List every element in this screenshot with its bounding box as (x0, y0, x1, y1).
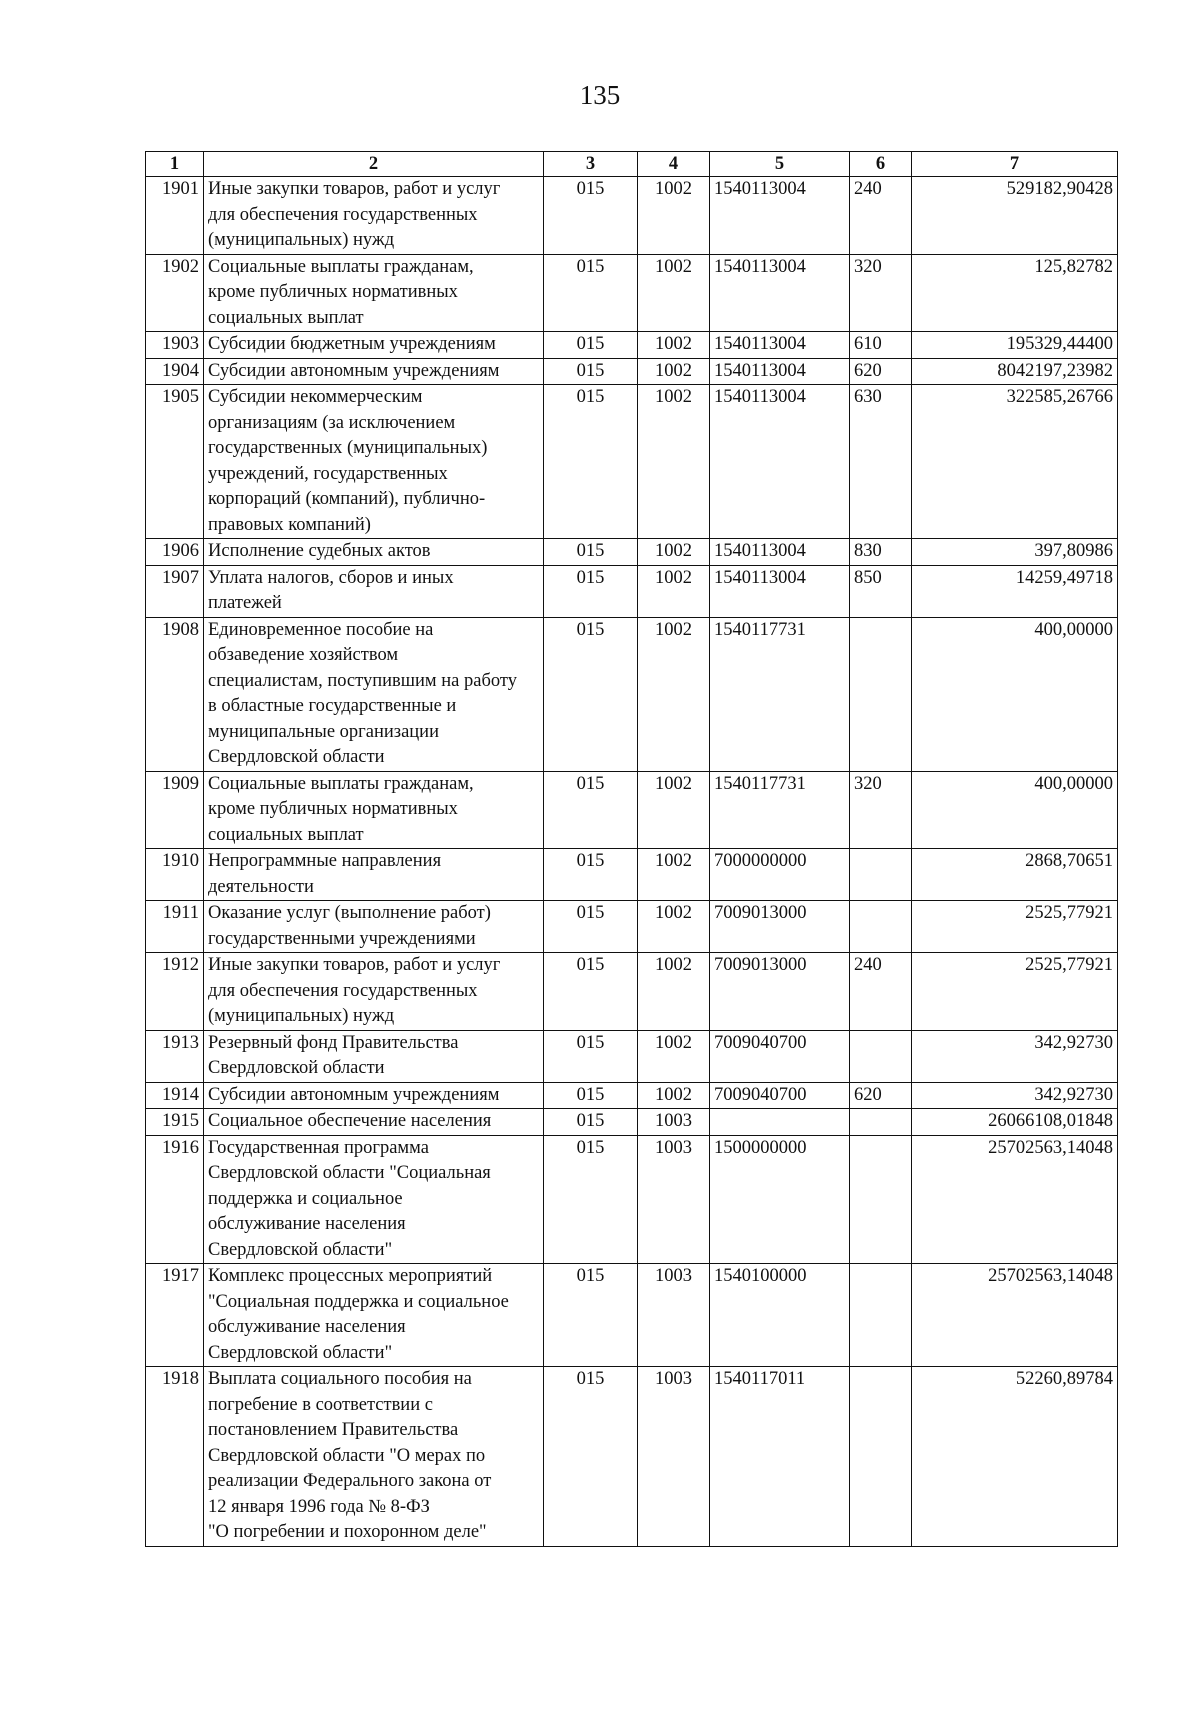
table-row (146, 539, 1118, 566)
description-line: Субсидии автономным учреждениям (208, 1084, 500, 1105)
expense-type-code: 830 (850, 539, 912, 566)
row-description (204, 617, 544, 771)
table-row (146, 332, 1118, 359)
table-row (146, 565, 1118, 617)
row-number: 1915 (146, 1109, 204, 1136)
target-article-code: 1540117011 (710, 1367, 850, 1547)
amount-value: 125,82782 (912, 254, 1118, 332)
row-number: 1911 (146, 901, 204, 953)
target-article-code: 1540113004 (710, 565, 850, 617)
ministry-code: 015 (544, 617, 638, 771)
expense-type-code (850, 1109, 912, 1136)
target-article-code: 7009040700 (710, 1030, 850, 1082)
description-line: Свердловской области "Социальная (208, 1163, 491, 1183)
description-line: Государственная программа (208, 1137, 429, 1158)
row-description (204, 332, 544, 359)
ministry-code: 015 (544, 385, 638, 539)
expense-type-code (850, 617, 912, 771)
ministry-code: 015 (544, 1135, 638, 1264)
expense-type-code: 320 (850, 254, 912, 332)
amount-value: 14259,49718 (912, 565, 1118, 617)
table-row (146, 617, 1118, 771)
row-description (204, 953, 544, 1031)
table-row (146, 1367, 1118, 1547)
section-code: 1002 (638, 849, 710, 901)
target-article-code: 1540113004 (710, 254, 850, 332)
description-line: социальных выплат (208, 307, 364, 328)
description-line: Свердловской области" (208, 1342, 393, 1363)
amount-value: 400,00000 (912, 771, 1118, 849)
table-row (146, 901, 1118, 953)
ministry-code: 015 (544, 177, 638, 255)
description-line: в областные государственные и (208, 696, 457, 716)
table-row (146, 177, 1118, 255)
description-line: муниципальные организации (208, 721, 439, 742)
amount-value: 2525,77921 (912, 953, 1118, 1031)
expense-type-code: 240 (850, 953, 912, 1031)
row-description (204, 539, 544, 566)
description-line: Комплекс процессных мероприятий (208, 1266, 493, 1286)
description-line: государственных (муниципальных) (208, 438, 488, 458)
section-code: 1002 (638, 617, 710, 771)
row-description (204, 1109, 544, 1136)
budget-table (145, 151, 1118, 1547)
row-description (204, 1264, 544, 1367)
row-number: 1904 (146, 358, 204, 385)
description-line: Уплата налогов, сборов и иных (208, 567, 454, 588)
section-code: 1002 (638, 385, 710, 539)
row-number: 1905 (146, 385, 204, 539)
section-code: 1003 (638, 1135, 710, 1264)
row-number: 1910 (146, 849, 204, 901)
description-line: Выплата социального пособия на (208, 1369, 472, 1389)
description-line: (муниципальных) нужд (208, 230, 395, 250)
description-line: Социальные выплаты гражданам, (208, 773, 474, 794)
target-article-code: 1540117731 (710, 617, 850, 771)
target-article-code: 1540113004 (710, 539, 850, 566)
description-line: Субсидии бюджетным учреждениям (208, 334, 496, 354)
row-number: 1903 (146, 332, 204, 359)
ministry-code: 015 (544, 849, 638, 901)
row-number: 1913 (146, 1030, 204, 1082)
description-line: Субсидии автономным учреждениям (208, 360, 500, 381)
description-line: Оказание услуг (выполнение работ) (208, 903, 491, 923)
amount-value: 26066108,01848 (912, 1109, 1118, 1136)
amount-value: 342,92730 (912, 1030, 1118, 1082)
ministry-code: 015 (544, 953, 638, 1031)
table-body (146, 177, 1118, 1547)
row-number: 1902 (146, 254, 204, 332)
description-line: государственными учреждениями (208, 928, 476, 949)
amount-value: 400,00000 (912, 617, 1118, 771)
ministry-code: 015 (544, 1082, 638, 1109)
description-line: организациям (за исключением (208, 412, 456, 433)
row-number: 1909 (146, 771, 204, 849)
amount-value: 2525,77921 (912, 901, 1118, 953)
column-header: 1 (146, 152, 204, 177)
row-description (204, 1367, 544, 1547)
description-line: обслуживание населения (208, 1214, 406, 1234)
description-line: Резервный фонд Правительства (208, 1032, 459, 1053)
table-row (146, 849, 1118, 901)
description-line: деятельности (208, 876, 314, 897)
row-number: 1906 (146, 539, 204, 566)
section-code: 1003 (638, 1367, 710, 1547)
expense-type-code: 240 (850, 177, 912, 255)
description-line: для обеспечения государственных (208, 204, 478, 225)
section-code: 1002 (638, 332, 710, 359)
target-article-code: 1540113004 (710, 332, 850, 359)
expense-type-code (850, 849, 912, 901)
amount-value: 25702563,14048 (912, 1264, 1118, 1367)
description-line: корпораций (компаний), публично- (208, 489, 486, 509)
amount-value: 397,80986 (912, 539, 1118, 566)
description-line: Единовременное пособие на (208, 619, 434, 640)
ministry-code: 015 (544, 565, 638, 617)
amount-value: 322585,26766 (912, 385, 1118, 539)
description-line: кроме публичных нормативных (208, 799, 458, 819)
section-code: 1002 (638, 565, 710, 617)
column-header: 2 (204, 152, 544, 177)
target-article-code: 1540117731 (710, 771, 850, 849)
column-header: 5 (710, 152, 850, 177)
column-header: 6 (850, 152, 912, 177)
description-line: поддержка и социальное (208, 1188, 403, 1209)
amount-value: 529182,90428 (912, 177, 1118, 255)
amount-value: 2868,70651 (912, 849, 1118, 901)
target-article-code: 1540113004 (710, 385, 850, 539)
description-line: Свердловской области" (208, 1239, 393, 1260)
row-description (204, 565, 544, 617)
amount-value: 25702563,14048 (912, 1135, 1118, 1264)
section-code: 1002 (638, 1082, 710, 1109)
description-line: постановлением Правительства (208, 1420, 459, 1440)
description-line: "О погребении и похоронном деле" (208, 1522, 487, 1542)
target-article-code: 7000000000 (710, 849, 850, 901)
amount-value: 8042197,23982 (912, 358, 1118, 385)
row-number: 1914 (146, 1082, 204, 1109)
description-line: (муниципальных) нужд (208, 1006, 395, 1026)
description-line: Социальные выплаты гражданам, (208, 256, 474, 277)
table-row (146, 771, 1118, 849)
row-number: 1912 (146, 953, 204, 1031)
row-number: 1917 (146, 1264, 204, 1367)
section-code: 1002 (638, 177, 710, 255)
section-code: 1002 (638, 358, 710, 385)
target-article-code: 1540100000 (710, 1264, 850, 1367)
table-row (146, 1135, 1118, 1264)
target-article-code (710, 1109, 850, 1136)
row-description (204, 358, 544, 385)
table-row (146, 254, 1118, 332)
section-code: 1002 (638, 901, 710, 953)
description-line: Свердловской области "О мерах по (208, 1445, 486, 1466)
ministry-code: 015 (544, 1109, 638, 1136)
row-number: 1907 (146, 565, 204, 617)
description-line: кроме публичных нормативных (208, 282, 458, 302)
row-description (204, 901, 544, 953)
section-code: 1002 (638, 953, 710, 1031)
target-article-code: 7009013000 (710, 953, 850, 1031)
target-article-code: 1500000000 (710, 1135, 850, 1264)
description-line: правовых компаний) (208, 514, 371, 535)
column-header: 3 (544, 152, 638, 177)
table-row (146, 1082, 1118, 1109)
section-code: 1003 (638, 1109, 710, 1136)
expense-type-code: 620 (850, 1082, 912, 1109)
expense-type-code (850, 1030, 912, 1082)
page-number: 135 (579, 80, 621, 110)
description-line: для обеспечения государственных (208, 980, 478, 1001)
row-number: 1901 (146, 177, 204, 255)
table-row (146, 1264, 1118, 1367)
column-header: 7 (912, 152, 1118, 177)
table-row (146, 1109, 1118, 1136)
amount-value: 342,92730 (912, 1082, 1118, 1109)
description-line: 12 января 1996 года № 8-ФЗ (208, 1496, 430, 1517)
expense-type-code (850, 1264, 912, 1367)
row-description (204, 849, 544, 901)
column-header: 4 (638, 152, 710, 177)
ministry-code: 015 (544, 901, 638, 953)
target-article-code: 7009040700 (710, 1082, 850, 1109)
table-row (146, 1030, 1118, 1082)
row-description (204, 254, 544, 332)
row-number: 1918 (146, 1367, 204, 1547)
description-line: платежей (208, 593, 282, 613)
ministry-code: 015 (544, 771, 638, 849)
table-header-row (146, 152, 1118, 177)
description-line: обзаведение хозяйством (208, 645, 399, 665)
amount-value: 52260,89784 (912, 1367, 1118, 1547)
expense-type-code: 620 (850, 358, 912, 385)
description-line: Иные закупки товаров, работ и услуг (208, 179, 501, 199)
description-line: Субсидии некоммерческим (208, 387, 423, 407)
description-line: "Социальная поддержка и социальное (208, 1291, 509, 1312)
target-article-code: 1540113004 (710, 177, 850, 255)
description-line: обслуживание населения (208, 1317, 406, 1337)
ministry-code: 015 (544, 1367, 638, 1547)
row-description (204, 177, 544, 255)
section-code: 1003 (638, 1264, 710, 1367)
row-description (204, 771, 544, 849)
description-line: учреждений, государственных (208, 463, 448, 484)
expense-type-code (850, 901, 912, 953)
table-row (146, 953, 1118, 1031)
expense-type-code: 850 (850, 565, 912, 617)
amount-value: 195329,44400 (912, 332, 1118, 359)
row-number: 1908 (146, 617, 204, 771)
ministry-code: 015 (544, 1030, 638, 1082)
description-line: погребение в соответствии с (208, 1394, 433, 1415)
expense-type-code: 320 (850, 771, 912, 849)
ministry-code: 015 (544, 358, 638, 385)
expense-type-code: 630 (850, 385, 912, 539)
ministry-code: 015 (544, 539, 638, 566)
description-line: Свердловской области (208, 1058, 385, 1078)
description-line: реализации Федерального закона от (208, 1471, 492, 1491)
target-article-code: 7009013000 (710, 901, 850, 953)
description-line: Иные закупки товаров, работ и услуг (208, 955, 501, 975)
ministry-code: 015 (544, 254, 638, 332)
target-article-code: 1540113004 (710, 358, 850, 385)
row-description (204, 1082, 544, 1109)
description-line: специалистам, поступившим на работу (208, 670, 517, 691)
row-description (204, 1030, 544, 1082)
ministry-code: 015 (544, 332, 638, 359)
expense-type-code (850, 1367, 912, 1547)
expense-type-code (850, 1135, 912, 1264)
row-description (204, 385, 544, 539)
section-code: 1002 (638, 539, 710, 566)
section-code: 1002 (638, 1030, 710, 1082)
expense-type-code: 610 (850, 332, 912, 359)
table-row (146, 385, 1118, 539)
section-code: 1002 (638, 771, 710, 849)
description-line: социальных выплат (208, 824, 364, 845)
row-number: 1916 (146, 1135, 204, 1264)
description-line: Непрограммные направления (208, 851, 442, 871)
description-line: Свердловской области (208, 747, 385, 767)
description-line: Социальное обеспечение населения (208, 1111, 492, 1131)
table-row (146, 358, 1118, 385)
ministry-code: 015 (544, 1264, 638, 1367)
section-code: 1002 (638, 254, 710, 332)
description-line: Исполнение судебных актов (208, 541, 431, 561)
row-description (204, 1135, 544, 1264)
